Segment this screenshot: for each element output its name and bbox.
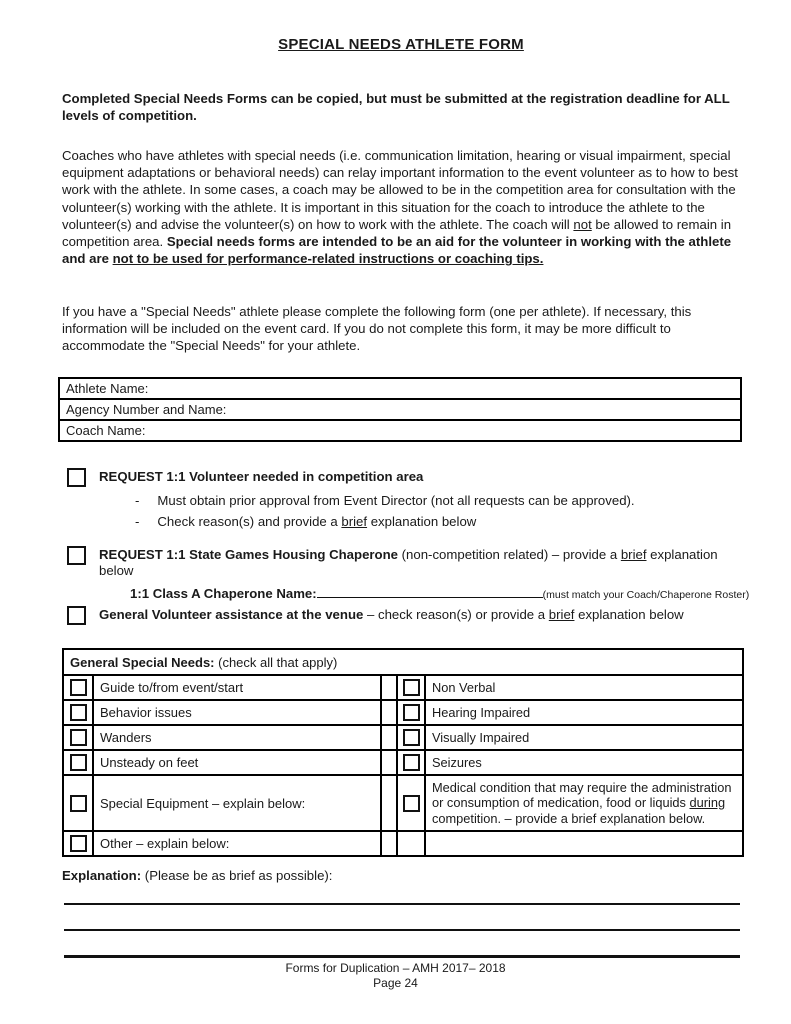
sn-right-checkbox-cell bbox=[397, 725, 425, 750]
text-run: If you have a "Special Needs" athlete please complete the following form (one per athlete). If necessary, this information will be included on the event card. If you do not complete this form, it may be more difficult to accommodate the "Special Needs" for your athlete. bbox=[62, 304, 692, 354]
sn-spacer-cell bbox=[381, 725, 397, 750]
general-volunteer-label bbox=[99, 606, 684, 623]
text-run: General Special Needs: bbox=[70, 654, 215, 670]
sn-right-checkbox-4[interactable] bbox=[403, 795, 420, 812]
athlete-field-cell[interactable]: Agency Number and Name: bbox=[59, 399, 741, 420]
sn-left-label bbox=[93, 775, 381, 831]
bullet-item bbox=[135, 493, 740, 508]
sn-left-label bbox=[93, 725, 381, 750]
completion-note-paragraph bbox=[62, 303, 740, 355]
athlete-field-row bbox=[59, 420, 741, 441]
sn-left-checkbox-1[interactable] bbox=[70, 704, 87, 721]
chaperone-name-field[interactable] bbox=[317, 585, 543, 598]
special-needs-row bbox=[63, 831, 743, 856]
special-needs-table bbox=[62, 648, 744, 857]
text-run: Behavior issues bbox=[100, 705, 192, 720]
sn-right-label bbox=[425, 750, 743, 775]
sn-spacer-cell bbox=[381, 700, 397, 725]
special-needs-row bbox=[63, 775, 743, 831]
text-run: not to be used for performance-related instructions or coaching tips. bbox=[112, 251, 544, 267]
sn-right-checkbox-3[interactable] bbox=[403, 754, 420, 771]
chaperone-name-line bbox=[130, 585, 750, 601]
sn-left-checkbox-cell bbox=[63, 750, 93, 775]
explanation-line[interactable] bbox=[64, 929, 740, 931]
sn-left-checkbox-cell bbox=[63, 700, 93, 725]
sn-left-checkbox-cell bbox=[63, 831, 93, 856]
bullet-text bbox=[157, 493, 634, 508]
explanation-label bbox=[62, 868, 740, 883]
special-needs-row bbox=[63, 675, 743, 700]
athlete-table-body bbox=[59, 378, 741, 441]
sn-right-label bbox=[425, 775, 743, 831]
sn-right-checkbox-2[interactable] bbox=[403, 729, 420, 746]
request-chaperone-section bbox=[62, 546, 750, 601]
request-volunteer-checkbox[interactable] bbox=[67, 468, 86, 487]
sn-left-checkbox-cell bbox=[63, 725, 93, 750]
sn-spacer-cell bbox=[381, 831, 397, 856]
sn-left-checkbox-0[interactable] bbox=[70, 679, 87, 696]
text-run: explanation below bbox=[574, 607, 684, 622]
text-run: General Volunteer assistance at the venue bbox=[99, 607, 364, 622]
text-run: during bbox=[689, 795, 726, 811]
chaperone-name-label: 1:1 Class A Chaperone Name: bbox=[130, 586, 317, 601]
text-run: REQUEST 1:1 State Games Housing Chaperone bbox=[99, 547, 398, 562]
sn-left-label bbox=[93, 750, 381, 775]
text-run: Non Verbal bbox=[432, 679, 496, 695]
text-run: Check reason(s) and provide a bbox=[157, 514, 342, 529]
text-run: Wanders bbox=[100, 730, 152, 745]
athlete-field-row bbox=[59, 378, 741, 399]
text-run: brief bbox=[620, 547, 647, 562]
explanation-line[interactable] bbox=[64, 903, 740, 905]
bullet-text bbox=[157, 514, 476, 529]
sn-left-checkbox-5[interactable] bbox=[70, 835, 87, 852]
sn-right-checkbox-0[interactable] bbox=[403, 679, 420, 696]
sn-right-label bbox=[425, 831, 743, 856]
text-run: Medical condition that may require the administration or consumption of medication, food or liquids bbox=[432, 779, 732, 811]
sn-spacer-cell bbox=[381, 750, 397, 775]
sn-right-checkbox-1[interactable] bbox=[403, 704, 420, 721]
request-general-volunteer-section bbox=[62, 606, 740, 625]
text-run: brief bbox=[548, 607, 575, 622]
request-chaperone-label bbox=[99, 546, 740, 579]
text-run: brief bbox=[341, 514, 368, 529]
explanation-line[interactable] bbox=[64, 955, 740, 958]
sn-left-label bbox=[93, 675, 381, 700]
form-title: SPECIAL NEEDS ATHLETE FORM bbox=[278, 36, 524, 53]
general-volunteer-checkbox[interactable] bbox=[67, 606, 86, 625]
special-needs-table-body bbox=[63, 649, 743, 856]
special-needs-row bbox=[63, 725, 743, 750]
sn-spacer-cell bbox=[381, 775, 397, 831]
athlete-field-row bbox=[59, 399, 741, 420]
text-run: Guide to/from event/start bbox=[100, 680, 244, 695]
chaperone-roster-note: (must match your Coach/Chaperone Roster) bbox=[542, 589, 750, 601]
sn-left-checkbox-cell bbox=[63, 675, 93, 700]
athlete-field-cell[interactable]: Coach Name: bbox=[59, 420, 741, 441]
text-run: REQUEST 1:1 Volunteer needed in competition area bbox=[99, 469, 424, 484]
footer-line2: Page 24 bbox=[373, 976, 418, 990]
text-run: not bbox=[573, 216, 592, 232]
sn-right-label bbox=[425, 725, 743, 750]
request-chaperone-checkbox[interactable] bbox=[67, 546, 86, 565]
sn-left-label bbox=[93, 700, 381, 725]
text-run: – check reason(s) or provide a bbox=[363, 607, 549, 622]
text-run: Coaches who have athletes with special needs (i.e. communication limitation, hearing or visual impairment, special equipment adaptations or behavioral needs) can relay important information to the event volunteer as to how to best work with the athlete. In some cases, a coach may be allowed to be in the competition area for consultation with the volunteer(s) working with the athlete. It is important in this situation for the coach to introduce the athlete to the volunteer(s) and advise the volunteer(s) on how to work with the athlete. The coach will bbox=[62, 148, 738, 232]
sn-left-checkbox-3[interactable] bbox=[70, 754, 87, 771]
text-run: (Please be as brief as possible): bbox=[141, 868, 333, 883]
special-needs-header bbox=[63, 649, 743, 675]
athlete-info-table bbox=[58, 377, 742, 442]
text-run: Special Equipment – explain below: bbox=[100, 795, 306, 811]
footer-line1: Forms for Duplication – AMH 2017– 2018 bbox=[285, 961, 506, 975]
text-run: (check all that apply) bbox=[214, 654, 338, 670]
athlete-field-cell[interactable]: Athlete Name: bbox=[59, 378, 741, 399]
sn-left-checkbox-cell bbox=[63, 775, 93, 831]
text-run: Completed Special Needs Forms can be copied, but must be submitted at the registration deadline for ALL levels of competition. bbox=[62, 91, 730, 124]
sn-right-checkbox-cell bbox=[397, 750, 425, 775]
bullet-item bbox=[135, 514, 740, 529]
sn-spacer-cell bbox=[381, 675, 397, 700]
text-run: Seizures bbox=[432, 754, 482, 770]
sn-right-checkbox-cell bbox=[397, 831, 425, 856]
text-run: Special needs forms are intended to be an aid for the volunteer in working with the athlete and are bbox=[62, 234, 732, 267]
sn-left-checkbox-2[interactable] bbox=[70, 729, 87, 746]
sn-left-label bbox=[93, 831, 381, 856]
request-volunteer-label bbox=[99, 468, 423, 485]
request-volunteer-section bbox=[62, 468, 740, 529]
text-run: Explanation: bbox=[62, 868, 142, 883]
sn-right-checkbox-cell bbox=[397, 700, 425, 725]
text-run: Must obtain prior approval from Event Director (not all requests can be approved). bbox=[157, 493, 635, 508]
bullet-dash: - bbox=[135, 514, 140, 529]
text-run: explanation below bbox=[99, 547, 718, 578]
page-footer bbox=[0, 961, 791, 991]
sn-right-checkbox-cell bbox=[397, 675, 425, 700]
special-needs-header-row bbox=[63, 649, 743, 675]
sn-right-checkbox-cell bbox=[397, 775, 425, 831]
text-run: Hearing Impaired bbox=[432, 704, 531, 720]
text-run: Other – explain below: bbox=[100, 836, 230, 851]
bullet-dash: - bbox=[135, 493, 140, 508]
special-needs-row bbox=[63, 750, 743, 775]
submission-notice bbox=[62, 90, 740, 125]
text-run: (non-competition related) – provide a bbox=[398, 547, 621, 562]
text-run: be allowed to remain in competition area. bbox=[62, 216, 732, 250]
sn-right-label bbox=[425, 675, 743, 700]
text-run: Visually Impaired bbox=[432, 729, 530, 745]
special-needs-row bbox=[63, 700, 743, 725]
text-run: competition. – provide a brief explanation below. bbox=[432, 810, 706, 826]
text-run: explanation below bbox=[367, 514, 477, 529]
sn-left-checkbox-4[interactable] bbox=[70, 795, 87, 812]
sn-right-label bbox=[425, 700, 743, 725]
text-run: Unsteady on feet bbox=[100, 755, 199, 770]
coach-info-paragraph bbox=[62, 147, 740, 267]
